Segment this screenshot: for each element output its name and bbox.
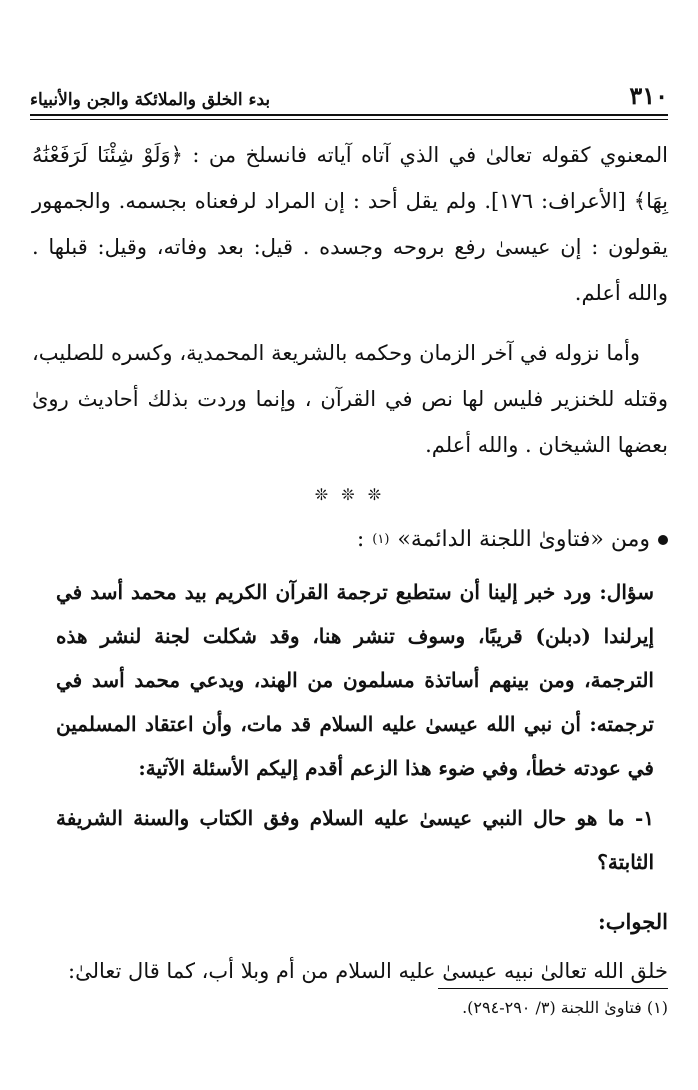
section-separator: ❊ ❊ ❊ <box>314 485 386 504</box>
question-item-1: ١- ما هو حال النبي عيسىٰ عليه السلام وفق الكتاب والسنة الشريفة الثابتة؟ <box>56 806 654 874</box>
header-rule-thin <box>30 119 668 120</box>
fatawa-colon: : <box>356 527 365 552</box>
question-text: سؤال: ورد خبر إلينا أن ستطبع ترجمة القرآن الكريم بيد محمد أسد في إيرلندا (دبلن) قريبًا، وسوف تنشر هنا، وقد شكلت لجنة لنشر هذه الترجمة، ومن بينهم أساتذة مسلمون من الهند، ويدعي محمد أسد في ترجمته: أن نبي الله عيسىٰ عليه السلام قد مات، وأن اعتقاد المسلمين في عودته خطأ، وفي ضوء هذا الزعم أقدم إليكم الأسئلة الآتية: <box>56 580 655 780</box>
fatawa-heading-line <box>32 518 668 562</box>
paragraph-1: المعنوي كقوله تعالىٰ في الذي آتاه آياته فانسلخ من : ﴿وَلَوْ شِئْنَا لَرَفَعْنَٰهُ بِهَا﴾ [الأعراف: ١٧٦]. ولم يقل أحد : إن المراد لرفعناه بجسمه. والجمهور يقولون : إن عيسىٰ رفع بروحه وجسده . قيل: بعد وفاته، وقيل: قبلها . والله أعلم. <box>32 143 668 305</box>
header-rule-thick <box>30 114 668 116</box>
footnote-rule <box>438 988 668 989</box>
footnote-marker: (١) <box>372 532 390 547</box>
paragraph-2: وأما نزوله في آخر الزمان وحكمه بالشريعة المحمدية، وكسره للصليب، وقتله للخنزير فليس لها نص في القرآن ، وإنما وردت بذلك أحاديث روىٰ بعضها الشيخان . والله أعلم. <box>32 341 668 457</box>
running-title: بدء الخلق والملائكة والجن والأنبياء <box>30 90 271 110</box>
fatawa-heading: ومن «فتاوىٰ اللجنة الدائمة» <box>397 527 650 552</box>
answer-label: الجواب: <box>598 909 668 934</box>
bullet-icon <box>658 535 668 545</box>
question-block <box>56 570 654 884</box>
page-header <box>30 70 668 114</box>
footnote: (١) فتاوىٰ اللجنة (٣/ ٢٩٠-٢٩٤). <box>462 998 668 1017</box>
answer-text: خلق الله تعالىٰ نبيه عيسىٰ عليه السلام من أم وبلا أب، كما قال تعالىٰ: <box>68 959 668 983</box>
page-number: ٣١٠ <box>629 81 668 110</box>
page-content <box>32 132 668 994</box>
